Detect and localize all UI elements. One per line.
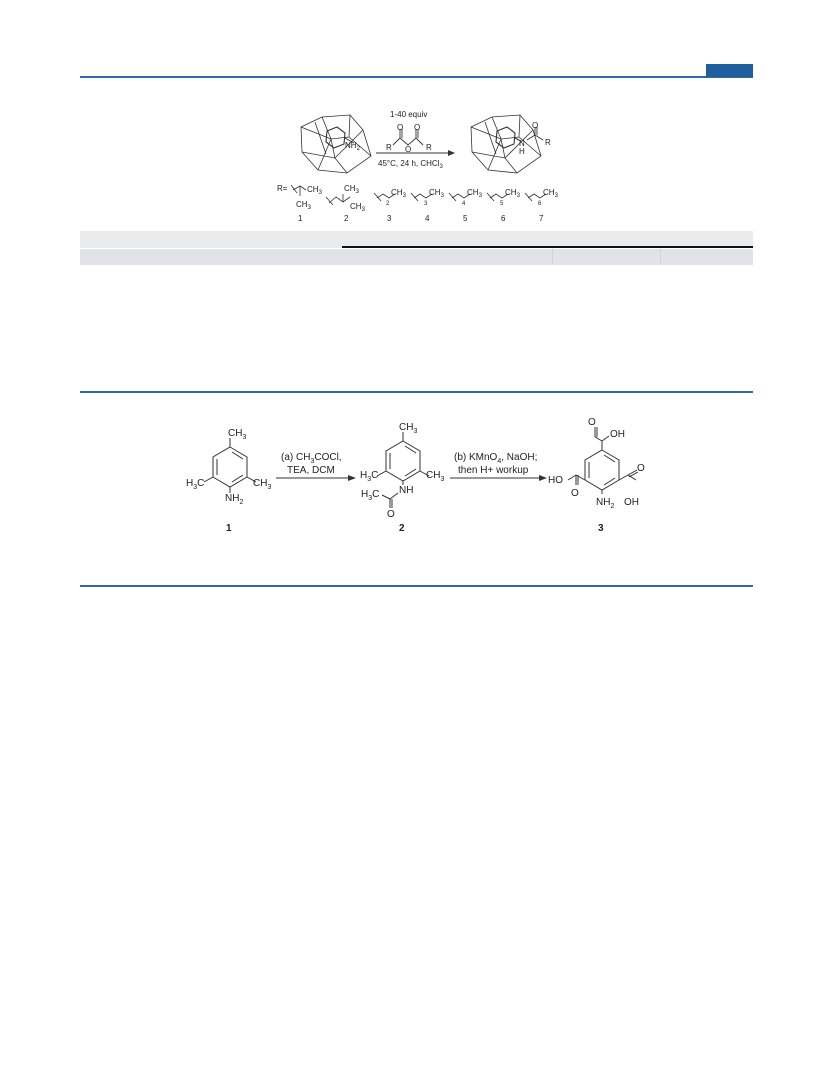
r3-sub: 2 — [386, 201, 390, 207]
product-h-label: H — [519, 147, 525, 156]
table-column-divider — [552, 249, 553, 265]
r-prefix: R= — [277, 184, 288, 193]
step-a-arrow-head — [348, 475, 356, 481]
anhydride-r-left: R — [386, 143, 392, 152]
compound-3-nh2: $NH_2$ — [596, 497, 615, 510]
r-label-4: 4 — [425, 214, 430, 223]
r1-ch3-bottom: $CH_3$ — [296, 200, 311, 211]
compound-2-h3c-acetyl: $H_3C$ — [361, 489, 380, 502]
anhydride-o-left: O — [397, 123, 404, 132]
compound-1-structure — [204, 438, 256, 493]
compound-3-label: 3 — [598, 523, 604, 534]
scheme-2 — [0, 393, 833, 593]
table-subheader-band — [80, 249, 753, 265]
compound-3-ho-left: HO — [548, 475, 563, 486]
r5-ch3: $CH_3$ — [467, 188, 482, 199]
r3-ch3: $CH_3$ — [391, 188, 406, 199]
compound-2-structure — [377, 432, 429, 508]
r-label-3: 3 — [387, 214, 392, 223]
step-b-line1: (b) KMnO$_4$, NaOH; — [454, 452, 538, 465]
compound-2-h3c: $H_3C$ — [360, 470, 379, 483]
r1-ch3-top: $CH_3$ — [307, 185, 322, 196]
table-column-divider — [660, 249, 661, 265]
step-a-line2: TEA, DCM — [287, 465, 335, 476]
r4-sub: 3 — [424, 201, 428, 207]
compound-1-ch3-top: $CH_3$ — [228, 428, 247, 441]
table-header-rule — [342, 246, 753, 248]
anhydride-o-bridge: O — [405, 145, 412, 154]
r-group-2 — [326, 194, 350, 205]
r-label-5: 5 — [463, 214, 468, 223]
compound-3-o-left: O — [571, 488, 579, 499]
r-label-2: 2 — [344, 214, 349, 223]
compound-3-oh-top: OH — [610, 429, 625, 440]
compound-2-o: O — [387, 509, 395, 520]
scheme1-conditions-top: 1-40 equiv — [390, 110, 428, 119]
step-b-line2: then H+ workup — [458, 465, 529, 476]
anhydride-o-right: O — [414, 123, 421, 132]
compound-1-nh2: $NH_2$ — [225, 493, 244, 506]
compound-1-label: 1 — [226, 523, 232, 534]
compound-3-o-right: O — [637, 463, 645, 474]
compound-2-nh: NH — [399, 485, 414, 496]
r7-sub: 6 — [538, 201, 542, 207]
reactant-cage — [301, 115, 371, 173]
r2-ch3-top: $CH_3$ — [344, 184, 359, 195]
step-b-arrow-head — [539, 475, 547, 481]
scheme-1 — [0, 0, 833, 235]
product-o-label: O — [532, 121, 539, 130]
compound-2-ch3-top: $CH_3$ — [399, 422, 418, 435]
r6-sub: 5 — [500, 201, 504, 207]
r2-ch3-bottom: $CH_3$ — [350, 202, 365, 213]
compound-3-structure — [568, 427, 638, 494]
compound-3-o-top: O — [588, 417, 596, 428]
reactant-nh2-label: $NH_2$ — [345, 141, 360, 152]
scheme1-arrow-head — [448, 150, 455, 156]
compound-1-ch3-right: $CH_3$ — [253, 478, 272, 491]
r-group-1 — [291, 185, 306, 196]
compound-1-h3c: $H_3C$ — [186, 478, 205, 491]
anhydride-r-right: R — [426, 143, 432, 152]
scheme1-conditions-bottom: 45°C, 24 h, CHCl$_3$ — [378, 159, 443, 170]
r5-sub: 4 — [462, 201, 466, 207]
compound-2-label: 2 — [399, 523, 405, 534]
r-label-7: 7 — [539, 214, 544, 223]
r7-ch3: $CH_3$ — [543, 188, 558, 199]
step-a-line1: (a) $CH_3COCl$, — [281, 452, 342, 465]
product-n-label: N — [519, 139, 525, 148]
compound-2-ch3-right: $CH_3$ — [426, 470, 445, 483]
r6-ch3: $CH_3$ — [505, 188, 520, 199]
compound-3-oh-right: OH — [624, 497, 639, 508]
r-label-1: 1 — [298, 214, 303, 223]
bottom-rule — [80, 585, 753, 587]
r-label-6: 6 — [501, 214, 506, 223]
r4-ch3: $CH_3$ — [429, 188, 444, 199]
product-r-label: R — [545, 138, 551, 147]
